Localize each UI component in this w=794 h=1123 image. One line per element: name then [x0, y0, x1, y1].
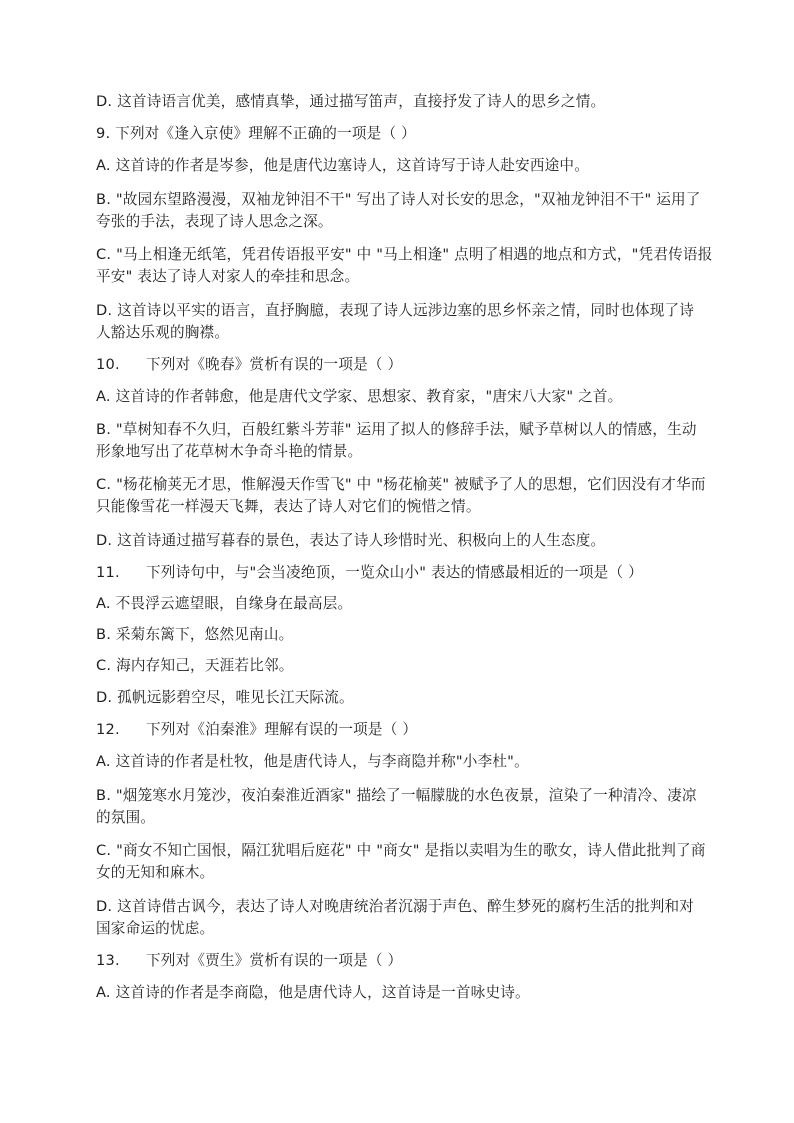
q10-option-a: A. 这首诗的作者韩愈，他是唐代文学家、思想家、教育家，"唐宋八大家" 之首。	[96, 388, 623, 405]
q11-option-d: D. 孤帆远影碧空尽，唯见长江天际流。	[96, 689, 354, 706]
q10-option-c-line2: 只能像雪花一样漫天飞舞，表达了诗人对它们的惋惜之情。	[96, 498, 481, 515]
q12-option-c-line2: 女的无知和麻木。	[96, 864, 215, 881]
q10-option-d: D. 这首诗通过描写暮春的景色，表达了诗人珍惜时光、积极向上的人生态度。	[96, 532, 606, 549]
q12-option-d-line1: D. 这首诗借古讽今，表达了诗人对晚唐统治者沉溺于声色、醉生梦死的腐朽生活的批判和对	[96, 898, 695, 915]
q10-stem	[96, 355, 402, 375]
q11-stem	[96, 563, 643, 583]
q9-option-d-line1: D. 这首诗以平实的语言，直抒胸臆，表现了诗人远涉边塞的思乡怀亲之情，同时也体现了诗	[96, 302, 695, 319]
q12-option-c-line1: C. "商女不知亡国恨，隔江犹唱后庭花" 中 "商女" 是指以卖唱为生的歌女，诗人借此批判了商	[96, 842, 706, 859]
q12-option-b-line2: 的氛围。	[96, 809, 156, 826]
q10-option-c-line1: C. "杨花榆荚无才思，惟解漫天作雪飞" 中 "杨花榆荚" 被赋予了人的思想，它们因没有才华而	[96, 476, 706, 493]
q10-option-b-line2: 形象地写出了花草树木争奇斗艳的情景。	[96, 443, 363, 460]
question-text: 下列对《泊秦淮》理解有误的一项是（ ）	[146, 721, 418, 738]
q9-option-c-line1: C. "马上相逢无纸笔，凭君传语报平安" 中 "马上相逢" 点明了相遇的地点和方式，"凭君传语报	[96, 246, 713, 263]
q11-option-a: A. 不畏浮云遮望眼，自缘身在最高层。	[96, 595, 353, 612]
q9-option-a: A. 这首诗的作者是岑参，他是唐代边塞诗人，这首诗写于诗人赴安西途中。	[96, 157, 590, 174]
question-number: 12.	[96, 721, 120, 738]
q9-option-b-line1: B. "故园东望路漫漫，双袖龙钟泪不干" 写出了诗人对长安的思念，"双袖龙钟泪不干" 运用了	[96, 191, 701, 208]
question-number: 11.	[96, 564, 120, 581]
q9-option-b-line2: 夸张的手法，表现了诗人思念之深。	[96, 213, 333, 230]
question-number: 10.	[96, 356, 120, 373]
q13-stem	[96, 951, 402, 971]
question-text: 下列对《贾生》赏析有误的一项是（ ）	[146, 952, 403, 969]
q12-option-a: A. 这首诗的作者是杜牧，他是唐代诗人，与李商隐并称"小李杜"。	[96, 753, 529, 770]
question-number: 13.	[96, 952, 120, 969]
q12-option-d-line2: 国家命运的忧虑。	[96, 920, 215, 937]
q13-option-a: A. 这首诗的作者是李商隐，他是唐代诗人，这首诗是一首咏史诗。	[96, 984, 530, 1001]
q11-option-b: B. 采菊东篱下，悠然见南山。	[96, 626, 294, 643]
q9-option-c-line2: 平安" 表达了诗人对家人的牵挂和思念。	[96, 268, 360, 285]
question-text: 下列诗句中，与"会当凌绝顶，一览众山小" 表达的情感最相近的一项是（ ）	[146, 564, 643, 581]
q9-stem: 9. 下列对《逢入京使》理解不正确的一项是（ ）	[96, 125, 416, 142]
q9-option-d-line2: 人豁达乐观的胸襟。	[96, 324, 230, 341]
q12-option-b-line1: B. "烟笼寒水月笼沙，夜泊秦淮近酒家" 描绘了一幅朦胧的水色夜景，渲染了一种清冷、凄凉	[96, 787, 697, 804]
question-text: 下列对《晚春》赏析有误的一项是（ ）	[146, 356, 403, 373]
q12-stem	[96, 720, 417, 740]
q11-option-c: C. 海内存知己，天涯若比邻。	[96, 657, 294, 674]
q10-option-b-line1: B. "草树知春不久归，百般红紫斗芳菲" 运用了拟人的修辞手法，赋予草树以人的情感，生动	[96, 421, 697, 438]
q8-option-d: D. 这首诗语言优美，感情真挚，通过描写笛声，直接抒发了诗人的思乡之情。	[96, 93, 606, 110]
